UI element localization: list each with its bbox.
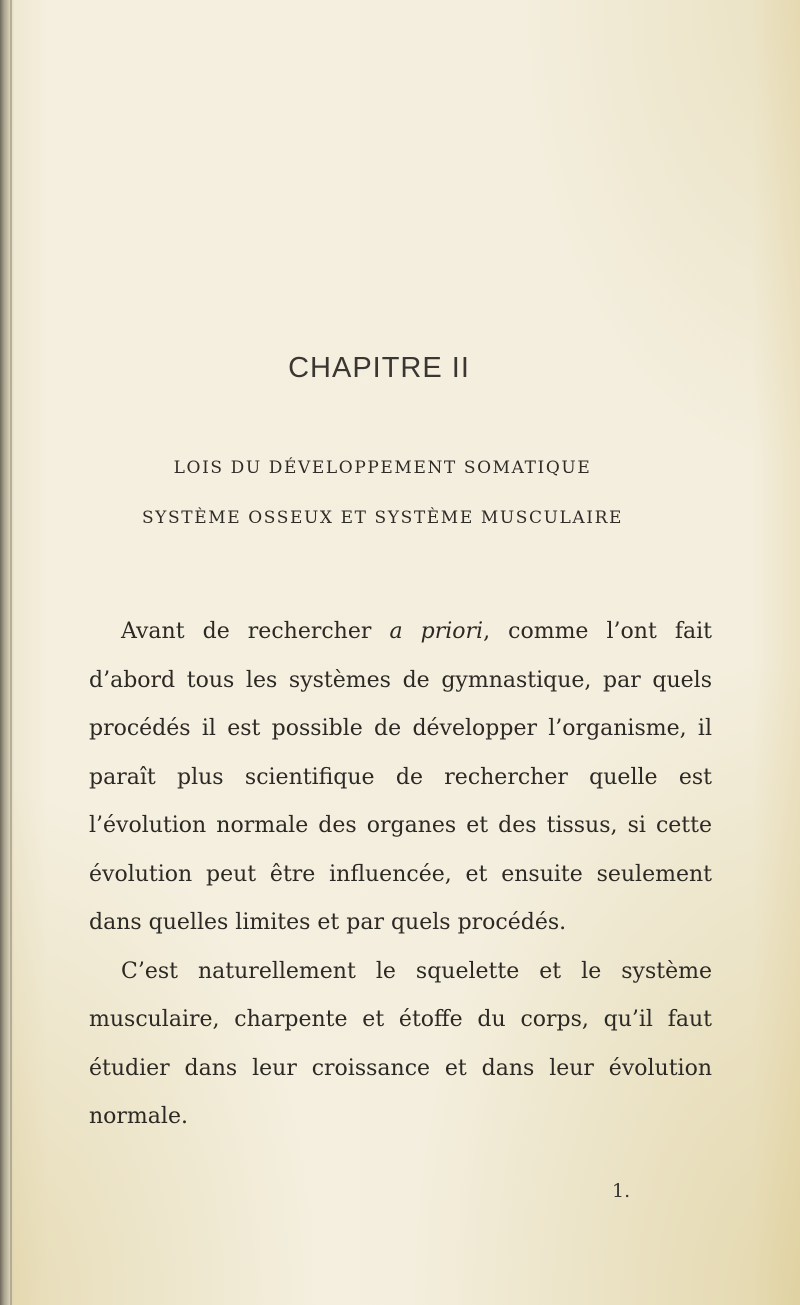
paragraph-1-rest: , comme l’ont fait d’abord tous les systèmes de gymnastique, par quels procédés il est possible de développer l’organisme, il paraît plus scientifique de rechercher quelle est l’évolution normale des organes et des tissus, si cette évolution peut être influencée, et ensuite seulement dans quelles limites et par quels procédés. — [89, 619, 713, 935]
paragraph-1-start: Avant de rechercher — [121, 619, 390, 644]
paragraph-1 — [89, 608, 712, 948]
body-text — [89, 608, 712, 1142]
binding-line — [10, 0, 12, 1305]
chapter-subtitle-line-2: SYSTÈME OSSEUX ET SYSTÈME MUSCULAIRE — [141, 508, 624, 528]
paragraph-2: C’est naturellement le squelette et le système musculaire, charpente et étoffe du corps, qu’il faut étudier dans leur croissance et dans leur évolution normale. — [89, 958, 712, 1129]
paragraph-1-italic: a priori — [389, 619, 484, 644]
chapter-heading: CHAPITRE II — [288, 352, 470, 384]
chapter-subtitle-line-1: LOIS DU DÉVELOPPEMENT SOMATIQUE — [173, 458, 592, 478]
signature-mark: 1. — [612, 1180, 631, 1202]
